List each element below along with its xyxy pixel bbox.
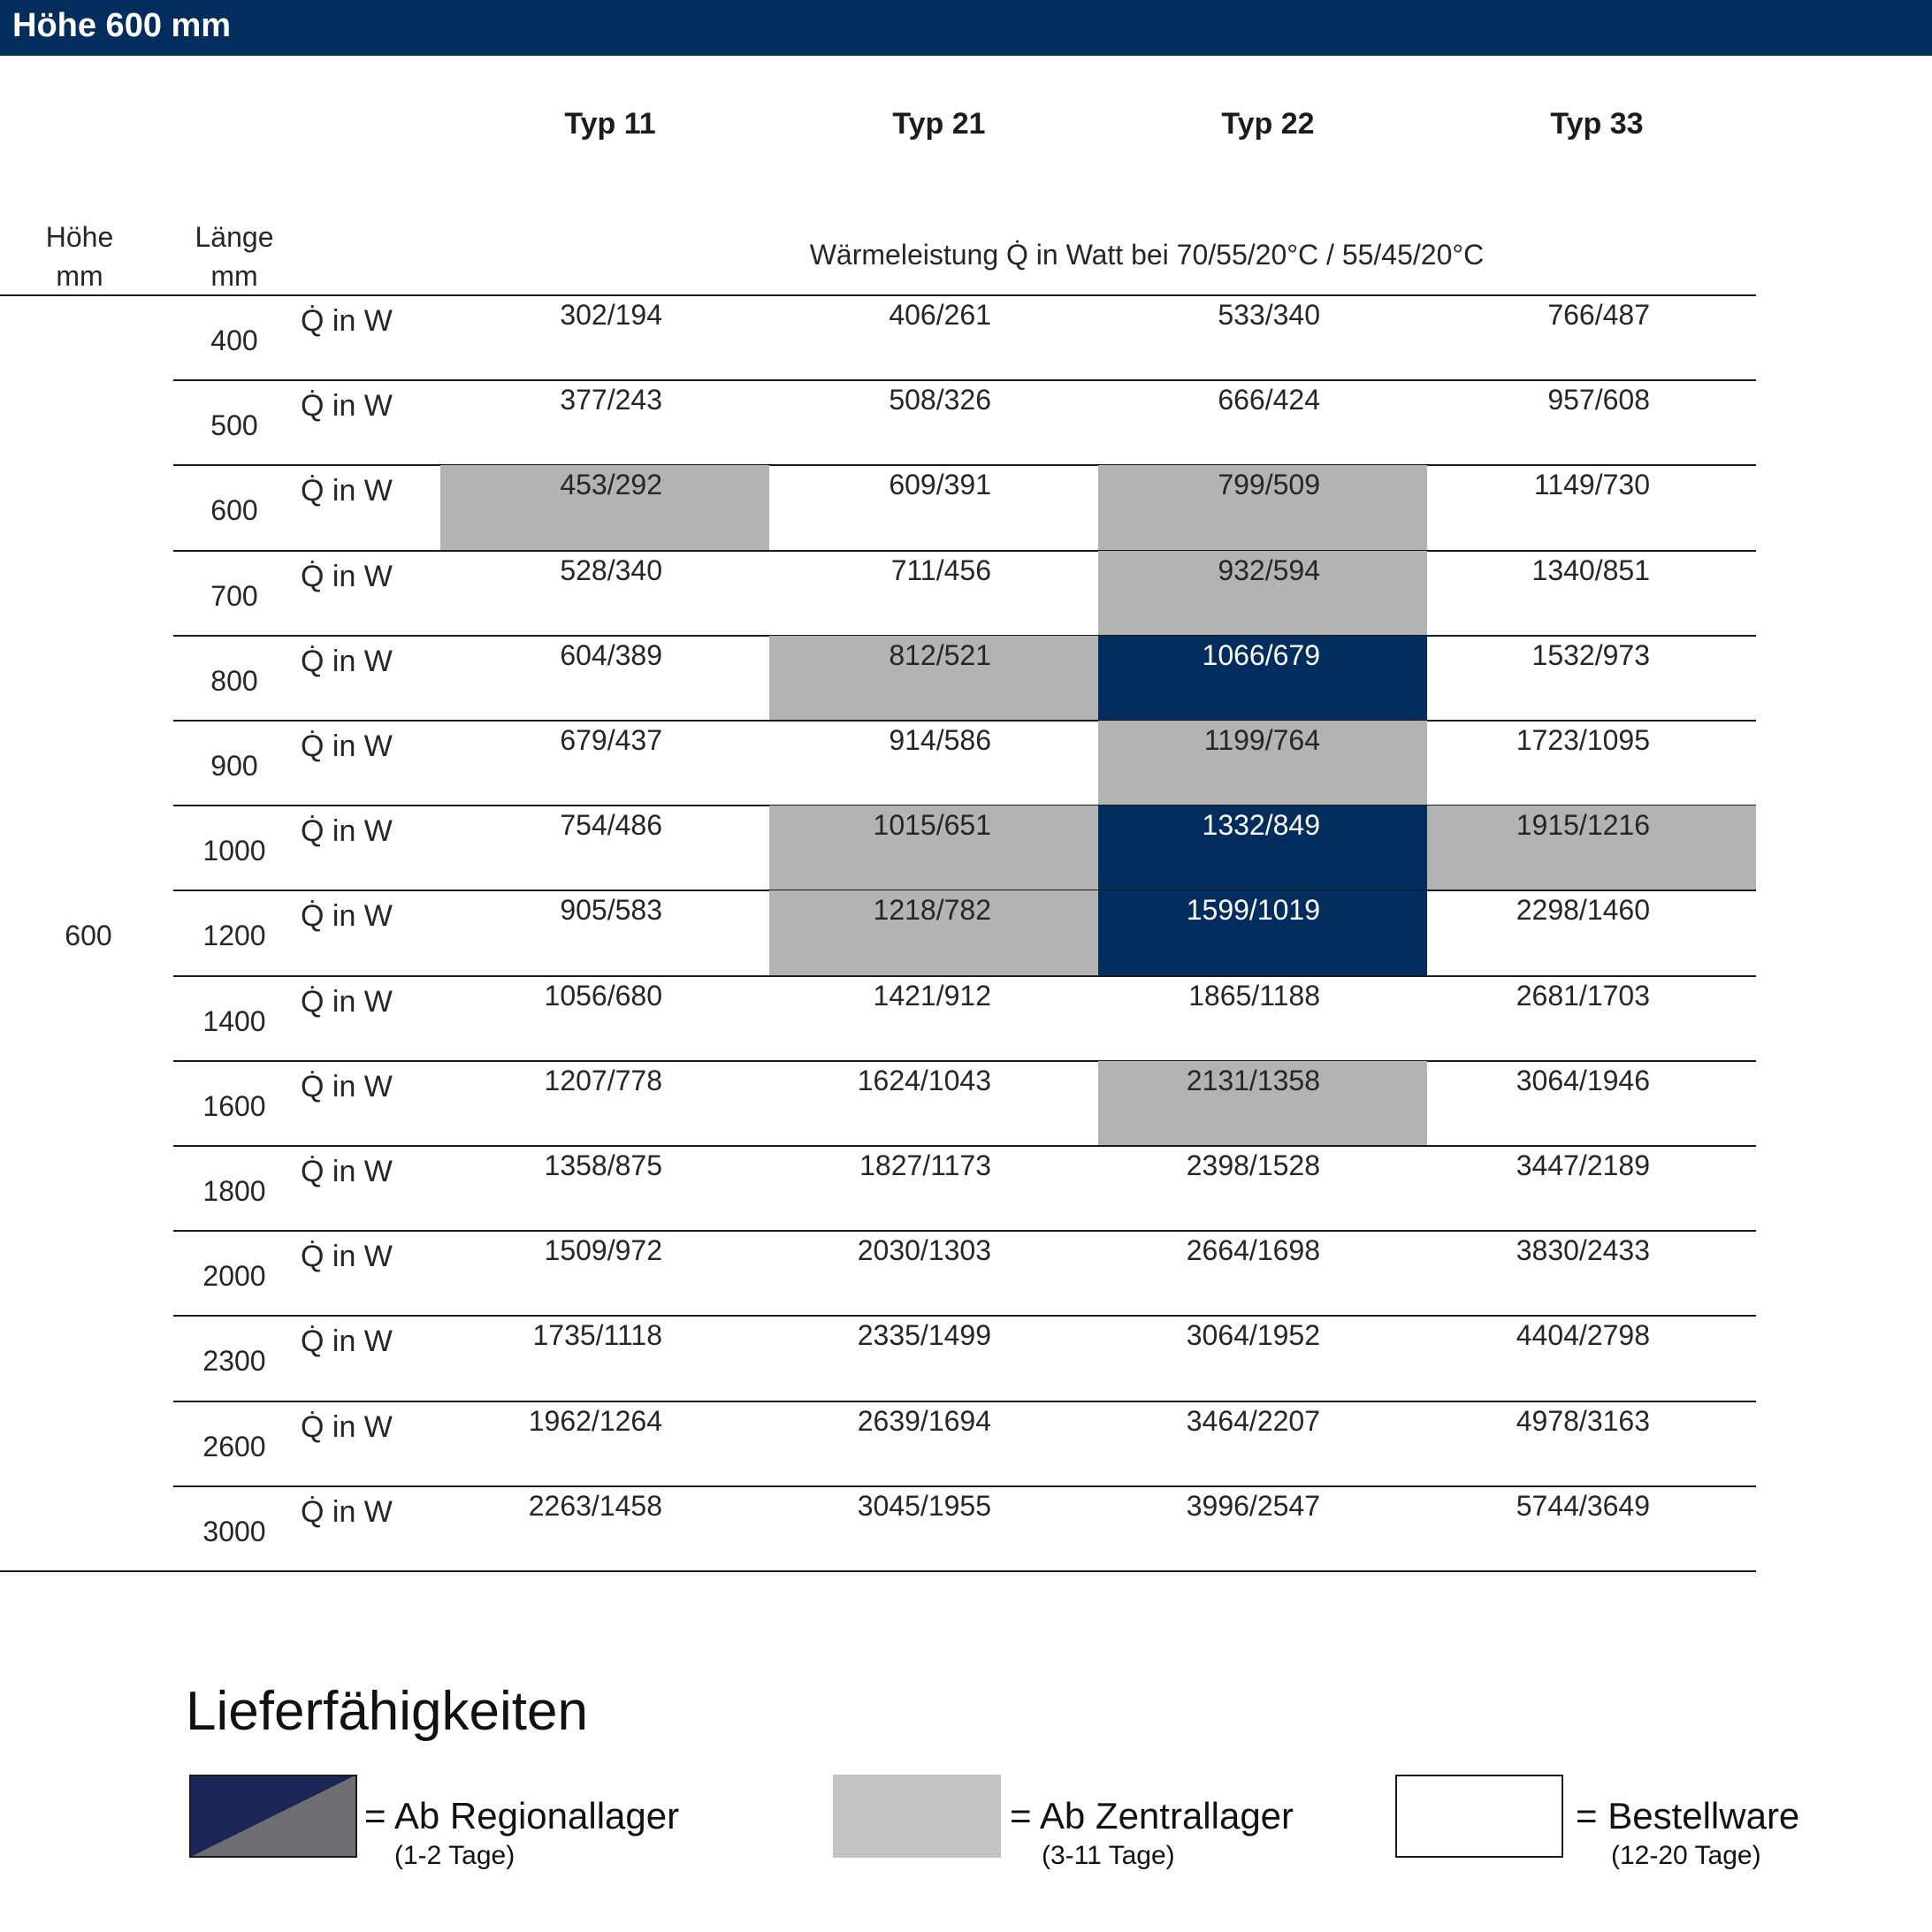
table-cell-value: 1915/1216 [1516, 809, 1650, 842]
table-cell-value: 1735/1118 [532, 1319, 662, 1352]
table-cell-value: 2398/1528 [1186, 1149, 1320, 1181]
table-row-rule [173, 550, 1756, 552]
legend-sub-zentrallager: (3-11 Tage) [1042, 1841, 1175, 1870]
table-cell-value: 1532/973 [1531, 638, 1650, 671]
column-header-laenge-label: Länge [195, 221, 274, 253]
laenge-value: 2000 [202, 1260, 266, 1293]
q-unit-label: Q̇ in W [301, 899, 393, 934]
table-row-rule [173, 1230, 1756, 1232]
table-cell-value: 905/583 [560, 894, 662, 927]
table-cell-value: 799/509 [1218, 469, 1320, 501]
table-row-rule [173, 1485, 1756, 1487]
laenge-value: 1200 [202, 920, 266, 952]
table-row-rule [173, 1401, 1756, 1402]
table-cell-value: 766/487 [1547, 299, 1650, 331]
legend-swatch-regionallager [189, 1775, 357, 1858]
q-unit-label: Q̇ in W [301, 1409, 393, 1444]
legend-swatch-regionallager-graphic [189, 1775, 357, 1858]
table-cell-value: 528/340 [560, 554, 662, 586]
table-cell-value: 453/292 [560, 469, 662, 501]
table-cell-value: 812/521 [889, 638, 991, 671]
legend-swatch-bestellware [1395, 1775, 1563, 1858]
legend-label-regionallager: = Ab Regionallager [364, 1795, 680, 1837]
table-row-rule [173, 379, 1756, 381]
table-cell-value: 302/194 [560, 299, 662, 331]
q-unit-label: Q̇ in W [301, 1494, 393, 1529]
table-cell-value: 3064/1946 [1516, 1064, 1650, 1096]
table-header-rule [0, 294, 1756, 296]
table-cell-value: 1599/1019 [1186, 894, 1320, 927]
table-cell-value: 4404/2798 [1516, 1319, 1650, 1352]
laenge-value: 3000 [202, 1515, 266, 1547]
legend-title: Lieferfähigkeiten [186, 1681, 588, 1742]
table-cell-value: 2681/1703 [1516, 979, 1650, 1012]
table-row-rule [173, 1060, 1756, 1062]
table-row-rule [173, 1145, 1756, 1147]
table-cell-value: 1624/1043 [857, 1064, 991, 1096]
table-cell-value: 1056/680 [544, 979, 662, 1012]
table-cell-value: 957/608 [1547, 384, 1650, 416]
table-cell-value: 3830/2433 [1516, 1234, 1650, 1267]
column-header-hoehe-label: Höhe [45, 221, 114, 253]
q-unit-label: Q̇ in W [301, 474, 393, 508]
table-cell-value: 679/437 [560, 724, 662, 756]
table-cell-value: 1962/1264 [528, 1404, 662, 1437]
page-banner [0, 0, 1932, 56]
column-header-hoehe-unit: mm [56, 260, 103, 292]
q-unit-label: Q̇ in W [301, 559, 393, 593]
table-cell-value: 1358/875 [544, 1149, 662, 1181]
table-cell-value: 604/389 [560, 638, 662, 671]
type-header-33: Typ 33 [1550, 107, 1644, 141]
table-cell-value: 2030/1303 [857, 1234, 991, 1267]
q-unit-label: Q̇ in W [301, 984, 393, 1019]
table-cell-value: 2131/1358 [1186, 1064, 1320, 1096]
table-cell-value: 711/456 [890, 554, 991, 586]
table-cell-value: 1332/849 [1202, 809, 1320, 842]
laenge-value: 600 [210, 494, 258, 527]
table-cell-value: 1066/679 [1202, 638, 1320, 671]
page-title: Höhe 600 mm [12, 7, 232, 44]
laenge-value: 1400 [202, 1004, 266, 1037]
table-cell-value: 3064/1952 [1186, 1319, 1320, 1352]
laenge-value: 1000 [202, 835, 266, 867]
laenge-value: 2300 [202, 1345, 266, 1378]
table-cell-value: 2298/1460 [1516, 894, 1650, 927]
table-cell-value: 2664/1698 [1186, 1234, 1320, 1267]
table-cell-value: 754/486 [560, 809, 662, 842]
q-unit-label: Q̇ in W [301, 644, 393, 678]
table-cell-value: 932/594 [1218, 554, 1320, 586]
table-cell-value: 2335/1499 [857, 1319, 991, 1352]
table-row-rule [173, 975, 1756, 977]
laenge-value: 700 [210, 579, 258, 612]
column-header-laenge [172, 218, 296, 295]
table-cell-value: 1723/1095 [1516, 724, 1650, 756]
q-unit-label: Q̇ in W [301, 1325, 393, 1359]
legend-swatch-zentrallager [833, 1775, 1001, 1858]
table-cell-value: 1827/1173 [859, 1149, 991, 1181]
table-cell-value: 1509/972 [544, 1234, 662, 1267]
type-header-21: Typ 21 [892, 107, 986, 141]
table-cell-value: 1421/912 [873, 979, 991, 1012]
table-caption: Wärmeleistung Q̇ in Watt bei 70/55/20°C / 55/45/20°C [809, 239, 1485, 271]
legend-label-zentrallager: = Ab Zentrallager [1010, 1795, 1294, 1837]
laenge-value: 2600 [202, 1430, 266, 1462]
q-unit-label: Q̇ in W [301, 304, 393, 338]
table-row-rule [173, 720, 1756, 722]
laenge-value: 1600 [202, 1089, 266, 1122]
table-cell-value: 2639/1694 [857, 1404, 991, 1437]
laenge-value: 500 [210, 409, 258, 442]
table-cell-value: 406/261 [889, 299, 991, 331]
table-row-rule [173, 1315, 1756, 1317]
table-cell-value: 4978/3163 [1516, 1404, 1650, 1437]
table-cell-value: 609/391 [889, 469, 991, 501]
legend-label-bestellware: = Bestellware [1576, 1795, 1800, 1837]
laenge-value: 400 [210, 325, 258, 356]
table-cell-value: 1865/1188 [1188, 979, 1320, 1012]
laenge-value: 900 [210, 750, 258, 782]
table-cell-value: 1199/764 [1203, 724, 1320, 756]
column-header-hoehe [27, 218, 133, 295]
table-cell-value: 1015/651 [873, 809, 991, 842]
q-unit-label: Q̇ in W [301, 814, 393, 849]
table-cell-value: 377/243 [560, 384, 662, 416]
laenge-value: 1800 [202, 1175, 266, 1207]
table-cell-value: 3447/2189 [1516, 1149, 1650, 1181]
table-cell-value: 3464/2207 [1186, 1404, 1320, 1437]
table-cell-value: 3996/2547 [1186, 1489, 1320, 1522]
table-cell-value: 1218/782 [873, 894, 991, 927]
type-header-11: Typ 11 [564, 107, 656, 141]
table-cell-value: 533/340 [1218, 299, 1320, 331]
table-cell-value: 2263/1458 [528, 1489, 662, 1522]
table-cell-value: 508/326 [889, 384, 991, 416]
table-cell-value: 666/424 [1218, 384, 1320, 416]
legend-sub-regionallager: (1-2 Tage) [394, 1841, 515, 1870]
table-cell-value: 3045/1955 [857, 1489, 991, 1522]
table-cell-value: 5744/3649 [1516, 1489, 1650, 1522]
table-row-rule [173, 464, 1756, 466]
column-header-laenge-unit: mm [210, 260, 258, 292]
legend-sub-bestellware: (12-20 Tage) [1611, 1841, 1761, 1870]
table-cell-value: 1207/778 [544, 1064, 662, 1096]
laenge-value: 800 [210, 664, 258, 697]
table-cell-value: 1340/851 [1531, 554, 1650, 586]
q-unit-label: Q̇ in W [301, 729, 393, 763]
type-header-22: Typ 22 [1221, 107, 1315, 141]
q-unit-label: Q̇ in W [301, 389, 393, 424]
q-unit-label: Q̇ in W [301, 1069, 393, 1103]
q-unit-label: Q̇ in W [301, 1240, 393, 1274]
table-row-rule [0, 1570, 1756, 1572]
table-cell-value: 1149/730 [1533, 469, 1650, 501]
table-cell-value: 914/586 [889, 724, 991, 756]
q-unit-label: Q̇ in W [301, 1155, 393, 1188]
hoehe-value: 600 [65, 920, 112, 951]
